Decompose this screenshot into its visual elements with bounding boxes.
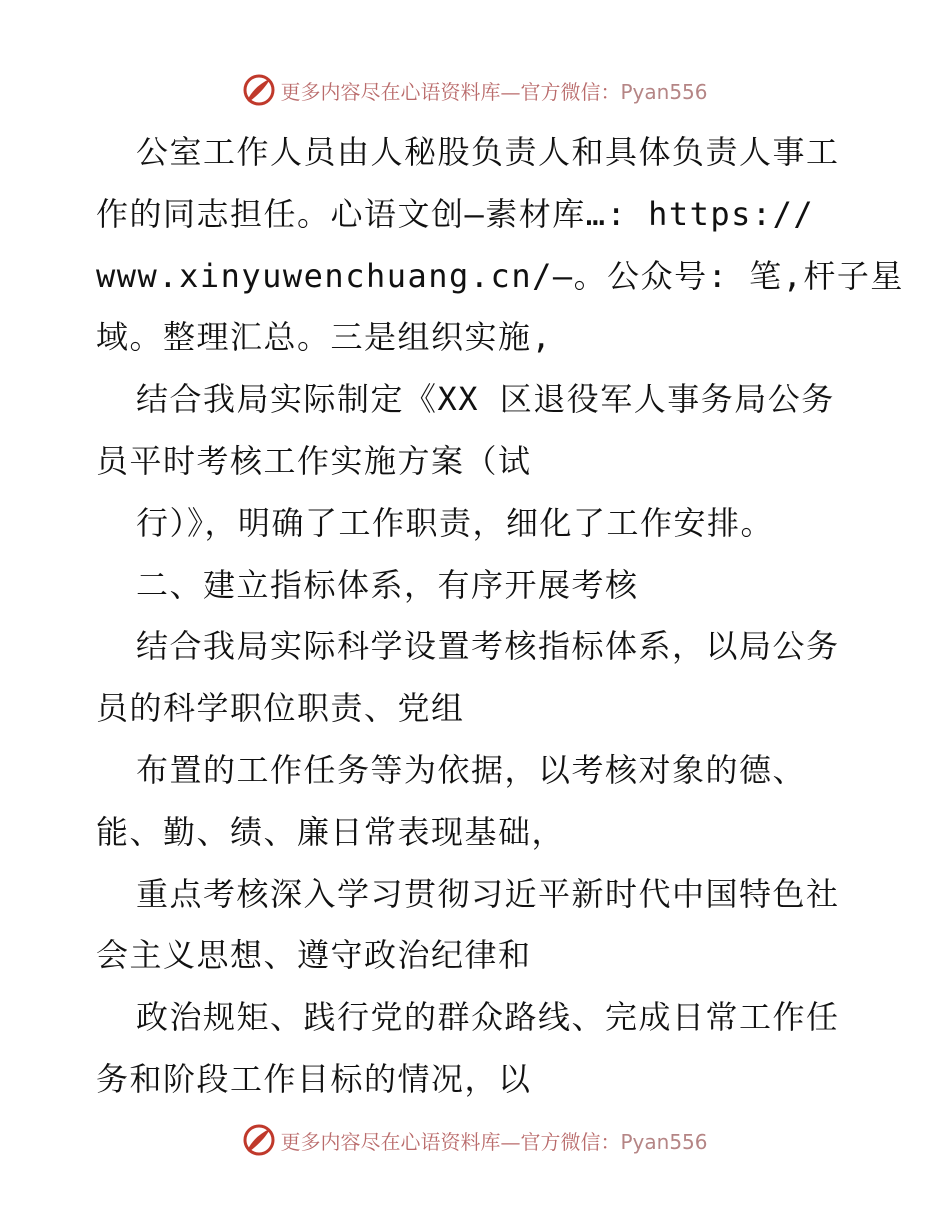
text-line: 作的同志担任。心语文创—素材库…: https:// <box>96 194 815 233</box>
header-banner <box>0 70 950 110</box>
text-line: 域。整理汇总。三是组织实施, <box>96 318 553 357</box>
text-line: 政治规矩、践行党的群众路线、完成日常工作任 <box>136 998 840 1037</box>
banner-text: 更多内容尽在心语资料库—官方微信：Pyan556 <box>280 1129 708 1154</box>
text-line: 重点考核深入学习贯彻习近平新时代中国特色社 <box>136 874 840 913</box>
document-body <box>96 122 904 1111</box>
text-line: www.xinyuwenchuang.cn/—。公众号: 笔,杆子星 <box>96 256 904 295</box>
footer-banner <box>0 1120 950 1160</box>
text-line: 结合我局实际制定《XX 区退役军人事务局公务 <box>136 380 835 419</box>
text-line: 员平时考核工作实施方案（试 <box>96 441 532 480</box>
text-line: 会主义思想、遵守政治纪律和 <box>96 936 532 975</box>
text-line: 二、建立指标体系，有序开展考核 <box>136 565 639 604</box>
text-line: 公室工作人员由人秘股负责人和具体负责人事工 <box>136 133 840 171</box>
text-line: 务和阶段工作目标的情况，以 <box>96 1059 532 1098</box>
pen-logo-icon <box>242 1123 276 1157</box>
text-line: 布置的工作任务等为依据，以考核对象的德、 <box>136 750 807 789</box>
text-line: 行）》，明确了工作职责，细化了工作安排。 <box>136 503 775 542</box>
pen-logo-icon <box>242 73 276 107</box>
banner-text: 更多内容尽在心语资料库—官方微信：Pyan556 <box>280 79 708 104</box>
text-line: 能、勤、绩、廉日常表现基础， <box>96 812 566 851</box>
text-line: 员的科学职位职责、党组 <box>96 689 465 728</box>
text-line: 结合我局实际科学设置考核指标体系，以局公务 <box>136 627 840 666</box>
